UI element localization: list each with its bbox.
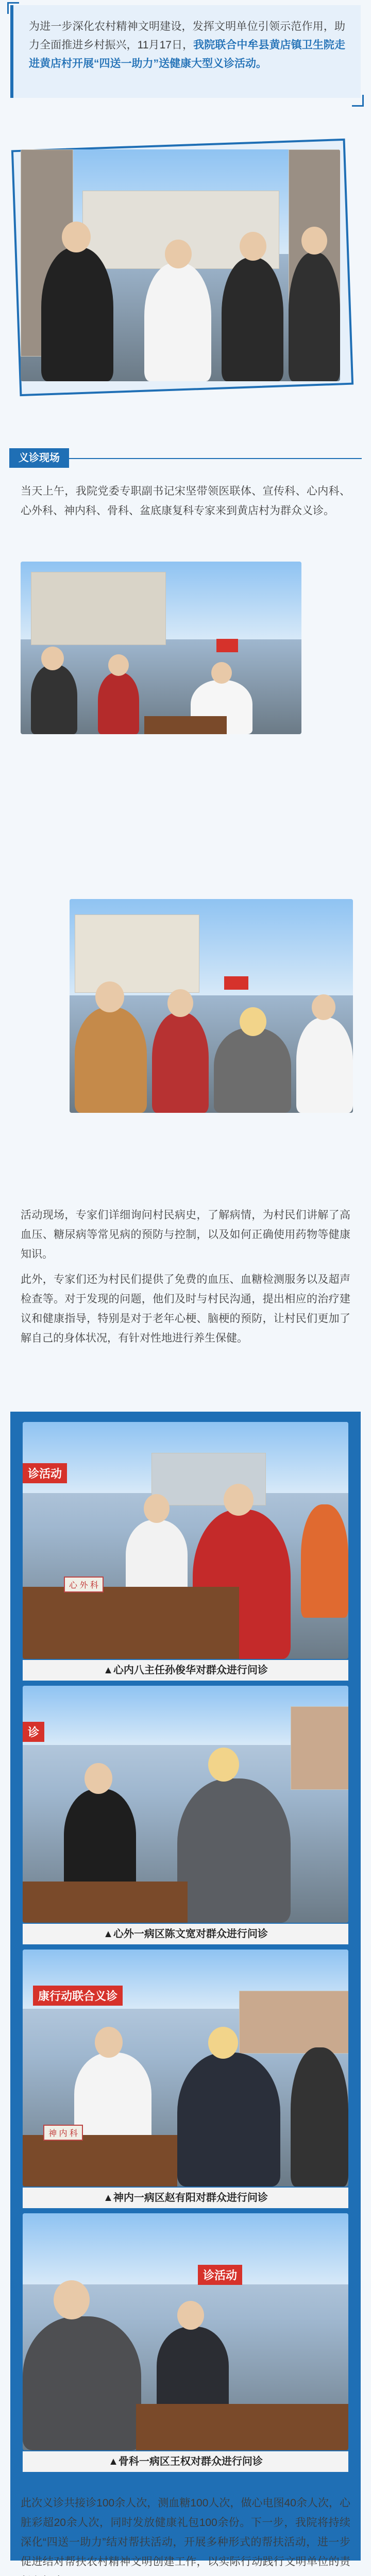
intro-card [10, 5, 361, 98]
dept-sign-1: 心 外 科 [64, 1577, 104, 1592]
paragraph-1: 当天上午，我院党委专职副书记宋坚带领医联体、宣传科、心内科、心外科、神内科、骨科、盆底康复科专家来到黄店村为群众义诊。 [21, 485, 350, 517]
photo-orthopedics-consult [23, 2213, 348, 2450]
caption-2: ▲心外一病区陈文宽对群众进行问诊 [23, 1924, 348, 1944]
dept-sign-3: 神 内 科 [43, 2125, 83, 2141]
paragraph-2: 活动现场，专家们详细询问村民病史，了解病情，为村民们讲解了高血压、糖尿病等常见病的预防与控制，以及如何正确使用药物等健康知识。 [21, 1209, 350, 1260]
photo-consultation-crowd [70, 899, 353, 1113]
photo-cardiology-consult [23, 1422, 348, 1659]
intro-highlight: 我院联合中牟县黄店镇卫生院走进黄店村开展“四送一助力”送健康大型义诊活动。 [29, 39, 345, 70]
section-title: 义诊现场 [9, 448, 69, 468]
photo-group-entrance [21, 149, 340, 381]
banner-text-2: 诊 [23, 1722, 44, 1742]
corner-decoration-bottom [352, 95, 364, 107]
caption-1: ▲心内八主任孙俊华对群众进行问诊 [23, 1660, 348, 1681]
photo-neurology-consult [23, 1950, 348, 2187]
photo-cardiac-surgery-consult [23, 1686, 348, 1923]
caption-3: ▲神内一病区赵有阳对群众进行问诊 [23, 2188, 348, 2208]
banner-text-3: 康行动联合义诊 [33, 1986, 123, 2006]
photo-consultation-overview [21, 562, 301, 734]
paragraph-3: 此外，专家们还为村民们提供了免费的血压、血糖检测服务以及超声检查等。对于发现的问题，他们及时与村民沟通，提出相应的治疗建议和健康指导，特别是对于老年心梗、脑梗的预防，让村民们更加了解自己的身体状况，有针对性地进行养生保健。 [21, 1274, 350, 1344]
banner-text-1: 诊活动 [23, 1463, 67, 1483]
caption-4: ▲骨科一病区王权对群众进行问诊 [23, 2451, 348, 2472]
banner-text-4: 诊活动 [198, 2265, 242, 2285]
intro-text: 为进一步深化农村精神文明建设，发挥文明单位引领示范作用，助力全面推进乡村振兴，11月17日， [29, 21, 345, 51]
section-header [9, 448, 69, 468]
paragraph-4: 此次义诊共接诊100余人次，测血糖100人次，做心电图40余人次，心脏彩超20余人次，同时发放健康礼包100余份。下一步，我院将持续深化“四送一助力”结对帮扶活动，开展多种形式的帮扶活动，进一步促进结对帮扶农村精神文明创建工作，以实际行动践行文明单位的责 [21, 2497, 350, 2568]
